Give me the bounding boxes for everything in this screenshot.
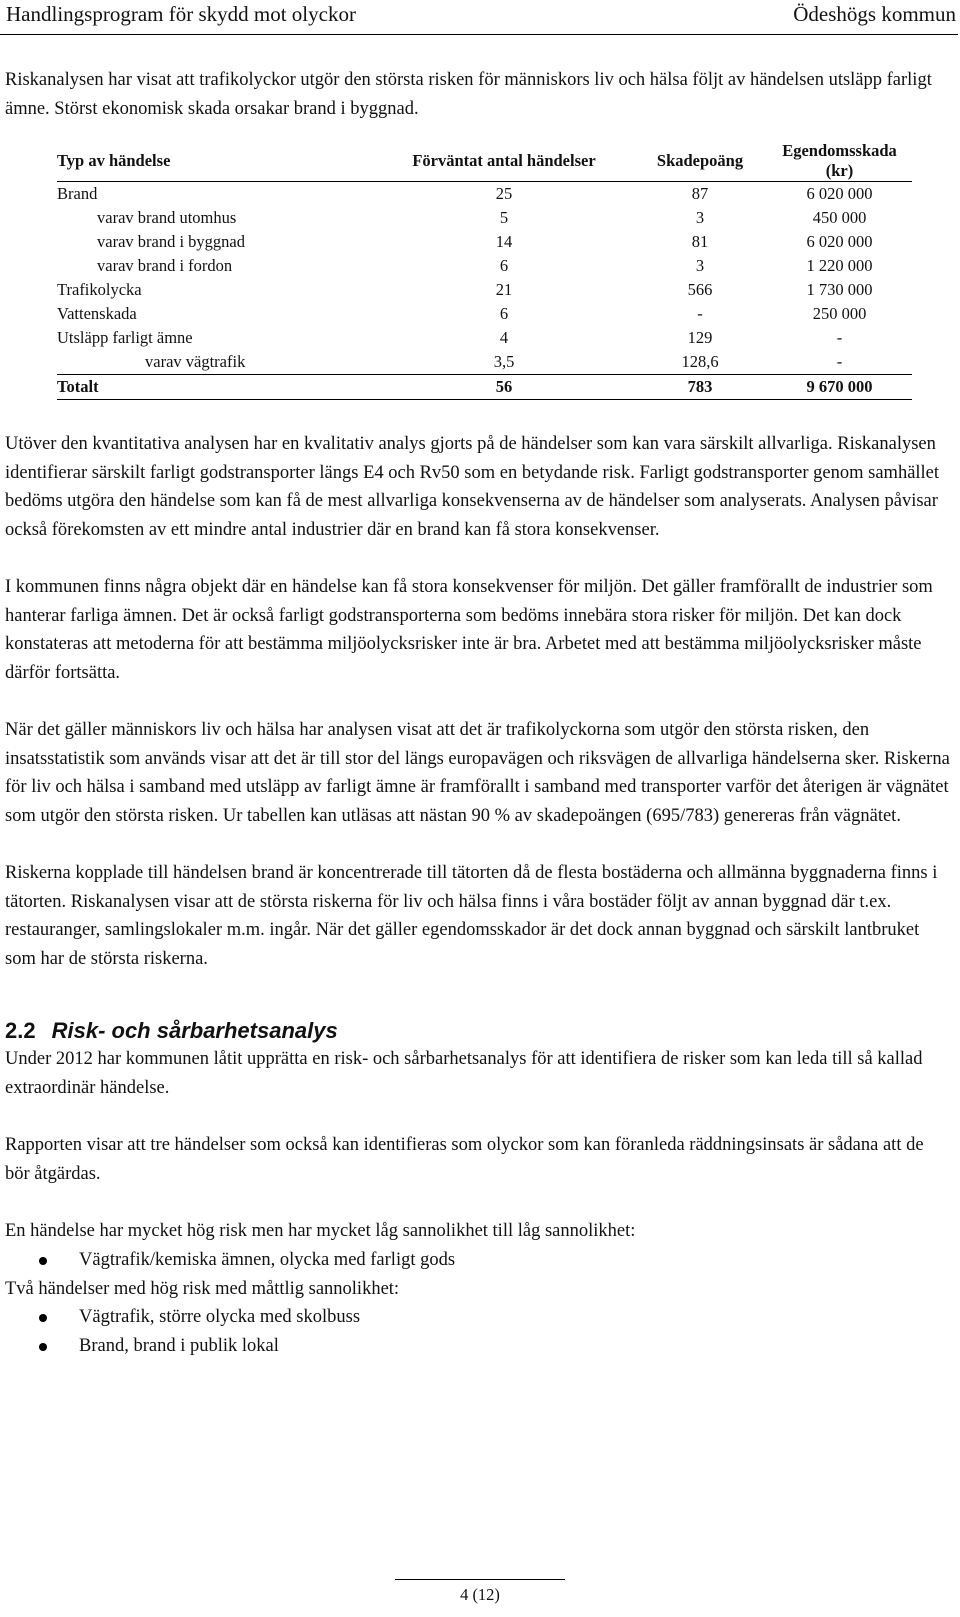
cell-points: 81 xyxy=(691,232,709,251)
table-row xyxy=(57,326,912,350)
cell-type: varav brand i fordon xyxy=(97,256,233,275)
cell-type: varav brand utomhus xyxy=(97,208,237,227)
cell-type: Utsläpp farligt ämne xyxy=(57,328,193,347)
bullet-icon xyxy=(39,1257,47,1265)
list-item: Vägtrafik, större olycka med skolbuss xyxy=(5,1303,950,1332)
table-row xyxy=(57,206,912,230)
table-row xyxy=(57,182,912,207)
cell-damage: 6 020 000 xyxy=(806,184,873,203)
cell-expected: 6 xyxy=(499,304,509,323)
paragraph-life-health: När det gäller människors liv och hälsa har analysen visat att det är trafikolyckorna som utgör den största risken, den insatsstatistik som används visar att det är till stor del längs europavägen och riksvägen de allvarliga händelserna sker. Riskerna för liv och hälsa i samband med utsläpp av farligt ämne är framförallt i samband med transporter varför det återigen är vägnätet som utgör den största risken. Ur tabellen kan utläsas att nästan 90 % av skadepoängen (695/783) genereras från vägnätet. xyxy=(5,720,950,826)
bullet-list-2 xyxy=(5,1303,950,1361)
cell-points: 87 xyxy=(691,184,709,203)
cell-damage: 1 730 000 xyxy=(806,280,873,299)
table-header-row xyxy=(57,141,912,182)
bullet-icon xyxy=(39,1314,47,1322)
page-footer xyxy=(0,1585,960,1605)
paragraph-environment: I kommunen finns några objekt där en händelse kan få stora konsekvenser för miljön. Det gäller framförallt de industrier som hanterar farliga ämnen. Det är också farligt godstransporterna som bedöms innebära stora risker för miljön. Det kan dock konstateras att metoderna för att bestämma miljöolycksrisker inte är bra. Arbetet med att bestämma miljöolycksrisker måste därför fortsätta. xyxy=(5,577,933,683)
cell-total-label: Totalt xyxy=(57,375,375,400)
table-row xyxy=(57,230,912,254)
cell-expected: 25 xyxy=(495,184,513,203)
cell-expected: 14 xyxy=(495,232,513,251)
cell-expected: 5 xyxy=(499,208,509,227)
footer-rule xyxy=(395,1579,565,1580)
cell-type: Brand xyxy=(57,184,98,203)
section-number: 2.2 xyxy=(5,1018,36,1043)
cell-points: 129 xyxy=(687,328,713,347)
cell-points: 566 xyxy=(687,280,713,299)
paragraph-fire: Riskerna kopplade till händelsen brand är koncentrerade till tätorten då de flesta bostäderna och allmänna byggnaderna finns i tätorten. Riskanalysen visar att de största riskerna för liv och hälsa finns i våra bostäder följt av annan byggnad där t.ex. restauranger, samlingslokaler m.m. ingår. När det gäller egendomsskador är det dock annan byggnad och särskilt lantbruket som har de största riskerna. xyxy=(5,863,938,969)
table-row xyxy=(57,350,912,375)
cell-damage: 450 000 xyxy=(812,208,867,227)
table-row xyxy=(57,254,912,278)
intro-paragraph: Riskanalysen har visat att trafikolyckor utgör den största risken för människors liv och hälsa följt av händelsen utsläpp farligt ämne. Störst ekonomisk skada orsakar brand i byggnad. xyxy=(5,70,932,119)
risk-table xyxy=(57,141,912,400)
cell-type: varav brand i byggnad xyxy=(97,232,245,251)
table-row xyxy=(57,302,912,326)
page-header xyxy=(0,0,958,35)
cell-type: Vattenskada xyxy=(57,304,137,323)
bullet-list-1 xyxy=(5,1246,950,1275)
cell-expected: 21 xyxy=(495,280,513,299)
cell-damage: 250 000 xyxy=(812,304,867,323)
paragraph-qualitative-analysis: Utöver den kvantitativa analysen har en kvalitativ analys gjorts på de händelser som kan vara särskilt allvarliga. Riskanalysen identifierar särskilt farligt godstransporter längs E4 och Rv50 som en betydande risk. Farligt godstransporter genom samhället bedöms utgöra den händelse som kan få de mest allvarliga konsekvenserna av de händelser som analyserats. Analysen påvisar också förekomsten av ett mindre antal industrier där en brand kan få stora konsekvenser. xyxy=(5,434,940,540)
cell-total-points: 783 xyxy=(633,375,767,400)
municipality-name: Ödeshögs kommun xyxy=(793,2,956,26)
col-header-type: Typ av händelse xyxy=(57,141,375,182)
cell-damage: - xyxy=(836,328,843,347)
section-heading xyxy=(5,1017,950,1045)
col-header-expected: Förväntat antal händelser xyxy=(375,141,633,182)
cell-points: 3 xyxy=(695,256,705,275)
section-paragraph-3: En händelse har mycket hög risk men har mycket låg sannolikhet till låg sannolikhet: xyxy=(5,1221,636,1241)
col-header-damage-points: Skadepoäng xyxy=(633,141,767,182)
page-number: 4 (12) xyxy=(460,1585,500,1604)
cell-total-expected: 56 xyxy=(375,375,633,400)
document-title: Handlingsprogram för skydd mot olyckor xyxy=(6,2,356,26)
col-header-property-damage: Egendomsskada (kr) xyxy=(767,141,912,182)
cell-damage: - xyxy=(836,352,843,371)
cell-type: Trafikolycka xyxy=(57,280,142,299)
table-row xyxy=(57,278,912,302)
table-total-row xyxy=(57,375,912,400)
section-paragraph-2: Rapporten visar att tre händelser som också kan identifieras som olyckor som kan föranleda räddningsinsats är sådana att de bör åtgärdas. xyxy=(5,1135,924,1184)
cell-type: varav vägtrafik xyxy=(145,352,246,371)
bullet-icon xyxy=(39,1343,47,1351)
cell-expected: 6 xyxy=(499,256,509,275)
cell-damage: 1 220 000 xyxy=(806,256,873,275)
section-paragraph-1: Under 2012 har kommunen låtit upprätta en risk- och sårbarhetsanalys för att identifiera de risker som kan leda till så kallad extraordinär händelse. xyxy=(5,1049,923,1098)
cell-points: 128,6 xyxy=(681,352,719,371)
cell-points: - xyxy=(697,304,703,323)
list-item: Brand, brand i publik lokal xyxy=(5,1332,950,1361)
section-paragraph-4: Två händelser med hög risk med måttlig sannolikhet: xyxy=(5,1278,400,1299)
cell-points: 3 xyxy=(695,208,705,227)
cell-expected: 3,5 xyxy=(493,352,515,371)
page-content xyxy=(5,66,950,1361)
cell-total-damage: 9 670 000 xyxy=(767,375,912,400)
list-item: Vägtrafik/kemiska ämnen, olycka med farligt gods xyxy=(5,1246,950,1275)
cell-damage: 6 020 000 xyxy=(806,232,873,251)
section-title: Risk- och sårbarhetsanalys xyxy=(51,1018,338,1043)
cell-expected: 4 xyxy=(499,328,509,347)
